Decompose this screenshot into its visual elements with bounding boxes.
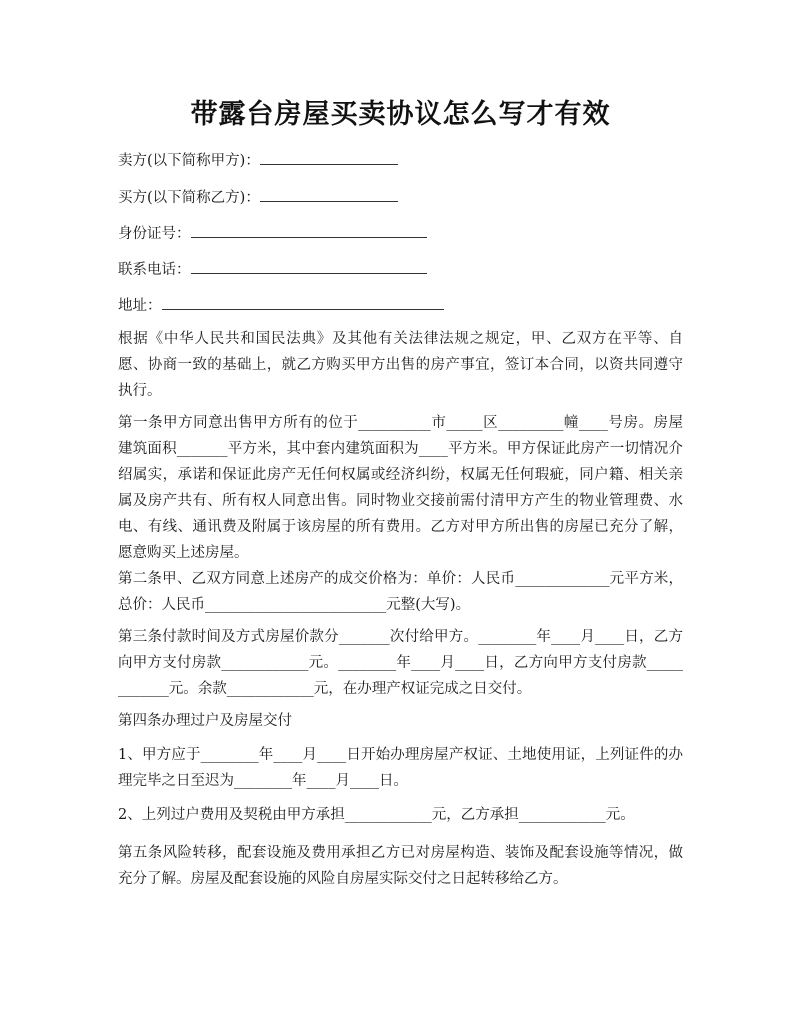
intro-paragraph: 根据《中华人民共和国民法典》及其他有关法律法规之规定，甲、乙双方在平等、自愿、协商一致的基础上，就乙方购买甲方出售的房产事宜，签订本合同，以资共同遵守执行。: [118, 331, 683, 399]
phone-label: 联系电话：: [118, 262, 191, 278]
seller-field: [118, 150, 398, 171]
id-label: 身份证号：: [118, 226, 191, 242]
seller-label: 卖方(以下简称甲方)：: [118, 153, 260, 169]
buyer-label: 买方(以下简称乙方)：: [118, 190, 260, 206]
article-4-item-1: 1、甲方应于________年____月____日开始办理房屋产权证、土地使用证，上列证件的办理完毕之日至迟为________年____月____日。: [118, 747, 683, 789]
address-label: 地址：: [118, 298, 162, 314]
article-4-title: 第四条办理过户及房屋交付: [118, 713, 292, 729]
article-1: 第一条甲方同意出售甲方所有的位于__________市_____区_________幢____号房。房屋建筑面积_______平方米，其中套内建筑面积为____平方米。甲方保证此房产一切情况介绍属实，承诺和保证此房产无任何权属或经济纠纷，权属无任何瑕疵，同户籍、相关亲属及房产共有、所有权人同意出售。同时物业交接前需付清甲方产生的物业管理费、水电、有线、通讯费及附属于该房屋的所有费用。乙方对甲方所出售的房屋已充分了解，愿意购买上述房屋。: [118, 415, 683, 561]
article-4-item-2: 2、上列过户费用及契税由甲方承担____________元，乙方承担____________元。: [118, 807, 635, 823]
phone-blank[interactable]: [191, 259, 427, 274]
phone-field: [118, 259, 427, 280]
article-2: 第二条甲、乙双方同意上述房产的成交价格为：单价：人民币_____________元平方米，总价：人民币_________________________元整(大写)。: [118, 571, 683, 613]
buyer-field: [118, 187, 398, 208]
document-title: 带露台房屋买卖协议怎么写才有效: [190, 99, 611, 130]
buyer-blank[interactable]: [260, 187, 398, 202]
address-blank[interactable]: [162, 295, 444, 310]
address-field: [118, 295, 444, 316]
article-5: 第五条风险转移，配套设施及费用承担乙方已对房屋构造、装饰及配套设施等情况，做充分了解。房屋及配套设施的风险自房屋实际交付之日起转移给乙方。: [118, 845, 683, 887]
id-blank[interactable]: [191, 223, 427, 238]
seller-blank[interactable]: [260, 150, 398, 165]
article-3: 第三条付款时间及方式房屋价款分_______次付给甲方。________年____月____日，乙方向甲方支付房款____________元。________年____月____日，乙方向甲方支付房款____________元。余款____________元，在办理产权证完成之日交付。: [118, 629, 683, 697]
id-field: [118, 223, 427, 244]
